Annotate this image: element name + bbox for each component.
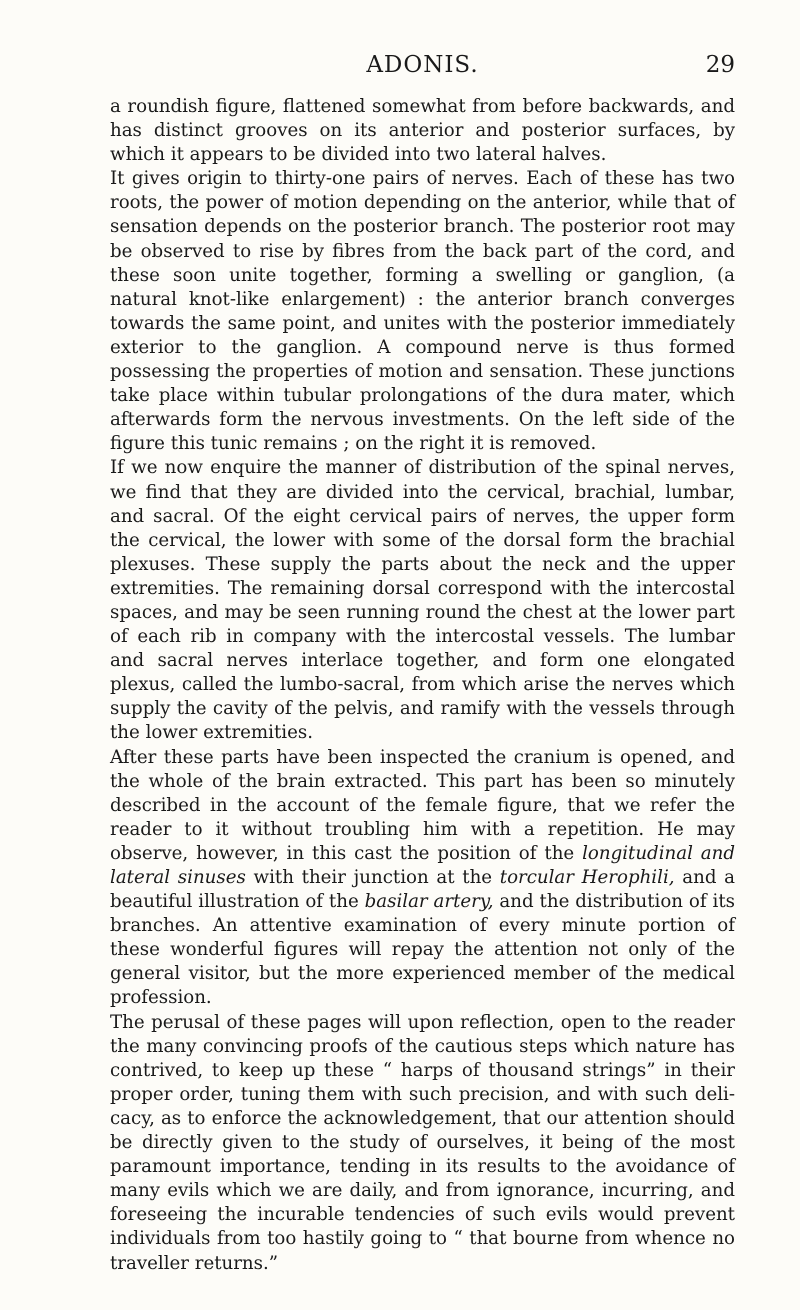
- italic-term: basilar artery,: [364, 891, 494, 913]
- text-segment: After these parts have been inspected the cranium is opened, and the whole of the brain extracted. This part has been so minutely described in the account of the female figure, that we refer the reader to it without troubling him with a repetition. He may observe, however, in this cast the position of the: [110, 746, 735, 864]
- running-title: ADONIS.: [366, 52, 479, 78]
- paragraph: [110, 1011, 735, 1276]
- text-segment: a roundish figure, flattened somewhat from before backwards, and has distinct grooves on its anterior and posterior surfaces, by which it appears to be divided into two lateral halves.: [110, 96, 735, 166]
- text-segment: It gives origin to thirty-one pairs of nerves. Each of these has two roots, the power of motion depending on the anterior, while that of sensation depends on the posterior branch. The posterior root may be observed to rise by fibres from the back part of the cord, and these soon unite together, forming a swelling or ganglion, (a natural knot-like enlargement) : the anterior branch converges towards the same point, and unites with the posterior immediately exterior to the ganglion. A compound nerve is thus formed possessing the properties of motion and sensation. These junctions take place within tubular prolongations of the dura mater, which afterwards form the nervous investments. On the left side of the figure this tunic remains ; on the right it is removed.: [110, 168, 735, 455]
- text-segment: The perusal of these pages will upon reflection, open to the reader the many convincing proofs of the cautious steps which nature has contrived, to keep up these “ harps of thousand strings” in their proper order, tuning them with such precision, and with such deli-cacy, as to enforce the acknowledgement, that our attention should be directly given to the study of ourselves, it being of the most paramount importance, tending in its results to the avoidance of many evils which we are daily, and from ignorance, incurring, and foreseeing the incurable tendencies of such evils would prevent individuals from too hastily going to “ that bourne from whence no traveller returns.”: [110, 1011, 735, 1274]
- body-text: [110, 95, 735, 1276]
- italic-term: torcular Herophili,: [499, 867, 675, 888]
- paragraph: [110, 746, 735, 1011]
- text-segment: and a beautiful illustration of the: [110, 867, 736, 913]
- italic-term: longitudinal and lateral sinuses: [110, 842, 736, 888]
- paragraph: [110, 167, 735, 456]
- paragraph: [110, 456, 735, 745]
- paragraph: [110, 95, 735, 167]
- text-segment: with their junction at the: [245, 867, 500, 888]
- page-number: 29: [705, 52, 735, 78]
- text-segment: If we now enquire the manner of distribution of the spinal nerves, we find that they are divided into the cervical, brachial, lumbar, and sacral. Of the eight cervical pairs of nerves, the upper form the cervical, the lower with some of the dorsal form the brachial plexuses. These supply the parts about the neck and the upper extremities. The remaining dorsal correspond with the intercostal spaces, and may be seen running round the chest at the lower part of each rib in company with the intercostal vessels. The lumbar and sacral nerves interlace together, and form one elongated plexus, called the lumbo-sacral, from which arise the nerves which supply the cavity of the pelvis, and ramify with the vessels through the lower extremities.: [110, 457, 735, 744]
- text-segment: and the distribution of its branches. An attentive examination of every minute portion of these wonderful figures will repay the attention not only of the general visitor, but the more experienced member of the medical profession.: [110, 891, 735, 1009]
- running-head: [110, 52, 735, 82]
